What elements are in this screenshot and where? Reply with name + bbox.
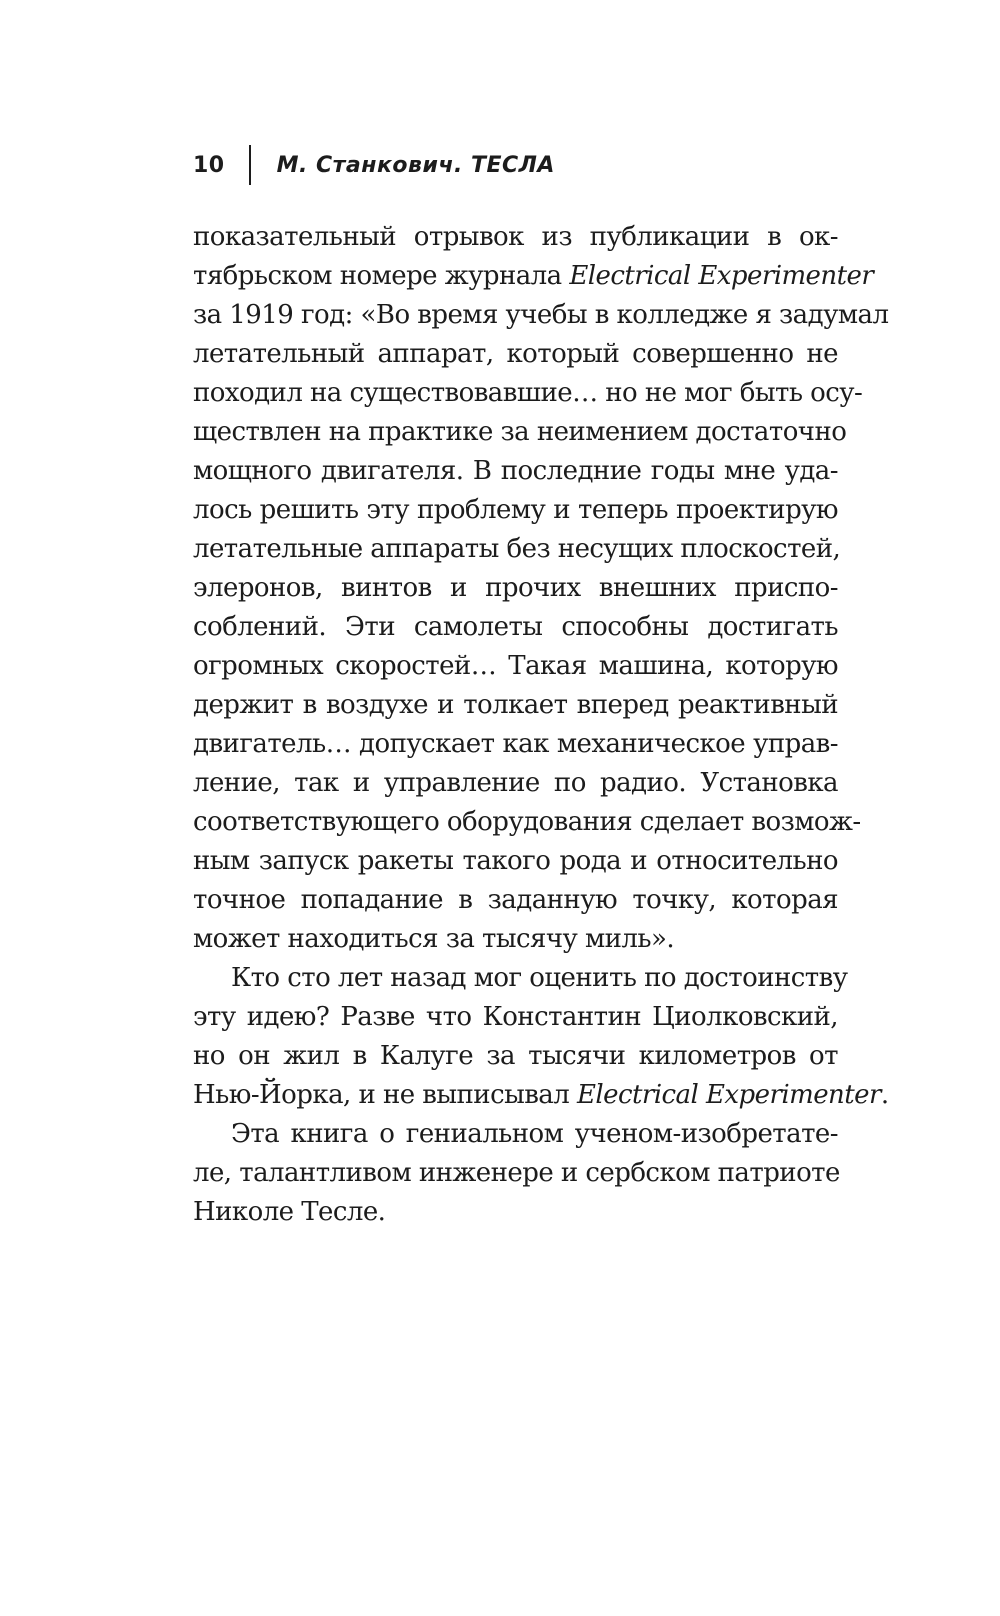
text-line bbox=[193, 257, 874, 296]
magazine-title: Electrical Experimenter bbox=[569, 261, 874, 291]
text-fragment: . bbox=[880, 1080, 889, 1110]
text-line: точное попадание в заданную точку, которая bbox=[193, 885, 838, 915]
text-line: ным запуск ракеты такого рода и относительно bbox=[193, 846, 838, 876]
text-line: но он жил в Калуге за тысячи километров от bbox=[193, 1041, 838, 1071]
text-line: за 1919 год: «Во время учебы в колледже я задумал bbox=[193, 300, 889, 330]
header-divider bbox=[249, 145, 251, 185]
text-line: ление, так и управление по радио. Установка bbox=[193, 768, 838, 798]
text-line: мощного двигателя. В последние годы мне уда- bbox=[193, 456, 838, 486]
body-text bbox=[193, 218, 889, 1232]
text-line: соблений. Эти самолеты способны достигать bbox=[193, 612, 838, 642]
text-line: огромных скоростей… Такая машина, которую bbox=[193, 651, 838, 681]
text-line: элеронов, винтов и прочих внешних приспо- bbox=[193, 573, 838, 603]
text-fragment: тябрьском номере журнала bbox=[193, 261, 570, 291]
running-title: М. Станкович. ТЕСЛА bbox=[276, 152, 555, 178]
text-line: Николе Тесле. bbox=[193, 1197, 386, 1227]
text-line: эту идею? Разве что Константин Циолковский, bbox=[193, 1002, 838, 1032]
text-line: может находиться за тысячу миль». bbox=[193, 924, 675, 954]
magazine-title: Electrical Experimenter bbox=[576, 1080, 881, 1110]
page-number: 10 bbox=[193, 152, 225, 178]
text-line: Эта книга о гениальном ученом-изобретате- bbox=[231, 1119, 838, 1149]
text-line: Кто сто лет назад мог оценить по достоинству bbox=[231, 963, 848, 993]
text-line bbox=[193, 1076, 889, 1115]
text-line: соответствующего оборудования сделает возмож- bbox=[193, 807, 861, 837]
text-line: летательные аппараты без несущих плоскостей, bbox=[193, 534, 841, 564]
text-line: двигатель… допускает как механическое управ- bbox=[193, 729, 838, 759]
running-header bbox=[193, 140, 555, 190]
text-line: походил на существовавшие… но не мог быть осу- bbox=[193, 378, 863, 408]
text-line: лось решить эту проблему и теперь проектирую bbox=[193, 495, 838, 525]
text-line: показательный отрывок из публикации в ок- bbox=[193, 222, 838, 252]
text-line: летательный аппарат, который совершенно не bbox=[193, 339, 838, 369]
text-line: ществлен на практике за неимением достаточно bbox=[193, 417, 847, 447]
text-line: держит в воздухе и толкает вперед реактивный bbox=[193, 690, 838, 720]
text-line: ле, талантливом инженере и сербском патриоте bbox=[193, 1158, 840, 1188]
text-fragment: Нью-Йорка, и не выписывал bbox=[193, 1080, 577, 1110]
